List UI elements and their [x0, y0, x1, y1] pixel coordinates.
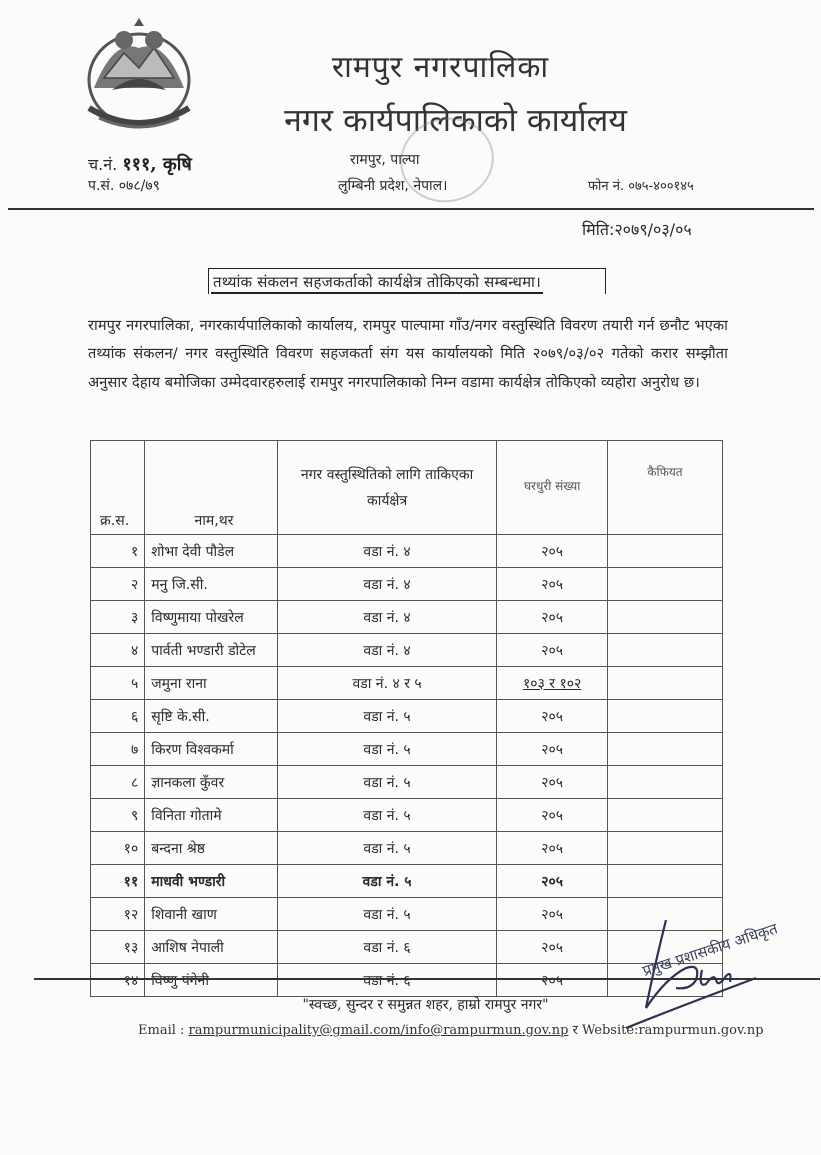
- cell-area: वडा नं. ४: [277, 568, 497, 601]
- cell-households: २०५: [497, 898, 608, 931]
- cell-households: २०५: [497, 799, 608, 832]
- table-row: [91, 700, 723, 733]
- cell-sn: १४: [91, 964, 145, 997]
- signatory-title: प्रमुख प्रशासकीय अधिकृत: [640, 919, 780, 981]
- cell-area: वडा नं. ५: [277, 832, 497, 865]
- cell-remarks: [607, 799, 722, 832]
- cell-name: विष्णुमाया पोखरेल: [145, 601, 277, 634]
- cell-name: शोभा देवी पौडेल: [145, 535, 277, 568]
- cell-households: २०५: [497, 832, 608, 865]
- cell-sn: ५: [91, 667, 145, 700]
- cell-area: वडा नं. ४: [277, 535, 497, 568]
- cell-households: २०५: [497, 964, 608, 997]
- cell-area: वडा नं. ६: [277, 931, 497, 964]
- letter-subject: तथ्यांक संकलन सहजकर्ताको कार्यक्षेत्र तोकिएको सम्बन्धमा।: [211, 272, 543, 294]
- cell-name: सृष्टि के.सी.: [145, 700, 277, 733]
- table-row: [91, 667, 723, 700]
- cell-area: वडा नं. ६: [277, 964, 497, 997]
- table-header-row: [91, 441, 723, 535]
- cell-households: २०५: [497, 766, 608, 799]
- table-row: [91, 865, 723, 898]
- fiscal-year: प.सं. ०७८/७९: [88, 178, 160, 194]
- cell-remarks: [607, 766, 722, 799]
- cell-name: आशिष नेपाली: [145, 931, 277, 964]
- cell-name: विष्णु पंगेनी: [145, 964, 277, 997]
- cell-households: २०५: [497, 865, 608, 898]
- website-label: Website:: [581, 1023, 639, 1038]
- cell-sn: ७: [91, 733, 145, 766]
- cell-area: वडा नं. ४: [277, 634, 497, 667]
- cell-households: २०५: [497, 634, 608, 667]
- address-line-2: लुम्बिनी प्रदेश, नेपाल।: [338, 178, 448, 194]
- letter-body: रामपुर नगरपालिका, नगरकार्यपालिकाको कार्यालय, रामपुर पाल्पामा गाँउ/नगर वस्तुस्थिति विवरण तयारी गर्न छनौट भएका तथ्यांक संकलन/ नगर वस्तुस्थिति विवरण सहजकर्ता संग यस कार्यालयको मिति २०७९/०३/०२ गतेको करार सम्झौता अनुसार देहाय बमोजिका उम्मेदवारहरुलाई रामपुर नगरपालिकाको निम्न वडामा कार्यक्षेत्र तोकिएको व्यहोरा अनुरोध छ।: [88, 317, 728, 391]
- cell-name: ज्ञानकला कुँवर: [145, 766, 277, 799]
- cell-sn: ९: [91, 799, 145, 832]
- cell-name: किरण विश्वकर्मा: [145, 733, 277, 766]
- cell-households: २०५: [497, 733, 608, 766]
- table-row: [91, 799, 723, 832]
- cell-sn: ३: [91, 601, 145, 634]
- cell-name: शिवानी खाण: [145, 898, 277, 931]
- cell-remarks: [607, 667, 722, 700]
- ref-prefix: च.नं.: [88, 155, 123, 174]
- cell-remarks: [607, 865, 722, 898]
- assignment-table: [90, 440, 723, 997]
- ref-handwritten: १११, कृषि: [122, 154, 192, 175]
- cell-name: पार्वती भण्डारी डोटेल: [145, 634, 277, 667]
- footer-conjunction: र: [568, 1023, 582, 1038]
- cell-sn: ४: [91, 634, 145, 667]
- cell-households: २०५: [497, 535, 608, 568]
- cell-sn: १: [91, 535, 145, 568]
- header-sn: क्र.स.: [91, 441, 145, 535]
- reference-number: [88, 152, 192, 176]
- footer-slogan: "स्वच्छ, सुन्दर र समुन्नत शहर, हाम्रो रामपुर नगर": [302, 997, 549, 1013]
- table-row: [91, 568, 723, 601]
- cell-sn: ६: [91, 700, 145, 733]
- cell-remarks: [607, 733, 722, 766]
- cell-name: माधवी भण्डारी: [145, 865, 277, 898]
- cell-area: वडा नं. ५: [277, 799, 497, 832]
- table-row: [91, 766, 723, 799]
- cell-area: वडा नं. ५: [277, 766, 497, 799]
- address-line-1: रामपुर, पाल्पा: [350, 152, 420, 168]
- cell-sn: १३: [91, 931, 145, 964]
- header-households: घरधुरी संख्या: [497, 441, 608, 535]
- header-remarks: कैफियत: [607, 441, 722, 535]
- table-row: [91, 535, 723, 568]
- cell-remarks: [607, 568, 722, 601]
- cell-name: विनिता गोतामे: [145, 799, 277, 832]
- cell-remarks: [607, 832, 722, 865]
- cell-name: बन्दना श्रेष्ठ: [145, 832, 277, 865]
- table-row: [91, 634, 723, 667]
- cell-remarks: [607, 700, 722, 733]
- cell-name: मनु जि.सी.: [145, 568, 277, 601]
- table-row: [91, 832, 723, 865]
- header-divider: [8, 208, 814, 210]
- cell-households: २०५: [497, 700, 608, 733]
- cell-area: वडा नं. ४: [277, 601, 497, 634]
- letter-date: मिति:२०७९/०३/०५: [582, 220, 692, 239]
- cell-area: वडा नं. ५: [277, 700, 497, 733]
- org-name: रामपुर नगरपालिका: [331, 50, 550, 85]
- cell-households: २०५: [497, 931, 608, 964]
- footer-contact: [138, 1020, 764, 1038]
- cell-remarks: [607, 634, 722, 667]
- header-name: नाम,थर: [145, 441, 277, 535]
- email-link[interactable]: rampurmunicipality@gmail.com/info@rampurmun.gov.np: [188, 1023, 569, 1038]
- phone-number: फोन नं. ०७५-४००१४५: [588, 179, 694, 194]
- cell-remarks: [607, 535, 722, 568]
- cell-households: २०५: [497, 601, 608, 634]
- cell-name: जमुना राना: [145, 667, 277, 700]
- cell-sn: २: [91, 568, 145, 601]
- table-row: [91, 601, 723, 634]
- header-area: नगर वस्तुस्थितिको लागि ताकिएका कार्यक्षेत्र: [277, 441, 497, 535]
- email-label: Email :: [138, 1023, 185, 1038]
- table-row: [91, 733, 723, 766]
- cell-area: वडा नं. ५: [277, 898, 497, 931]
- cell-sn: ११: [91, 865, 145, 898]
- cell-sn: १२: [91, 898, 145, 931]
- cell-sn: १०: [91, 832, 145, 865]
- cell-households: २०५: [497, 568, 608, 601]
- cell-area: वडा नं. ५: [277, 733, 497, 766]
- cell-sn: ८: [91, 766, 145, 799]
- cell-area: वडा नं. ५: [277, 865, 497, 898]
- footer-divider: [34, 978, 820, 980]
- cell-area: वडा नं. ४ र ५: [277, 667, 497, 700]
- cell-households: १०३ र १०२: [497, 667, 608, 700]
- cell-remarks: [607, 601, 722, 634]
- website-link[interactable]: rampurmun.gov.np: [638, 1023, 764, 1038]
- office-name: नगर कार्यपालिकाको कार्यालय: [284, 101, 627, 139]
